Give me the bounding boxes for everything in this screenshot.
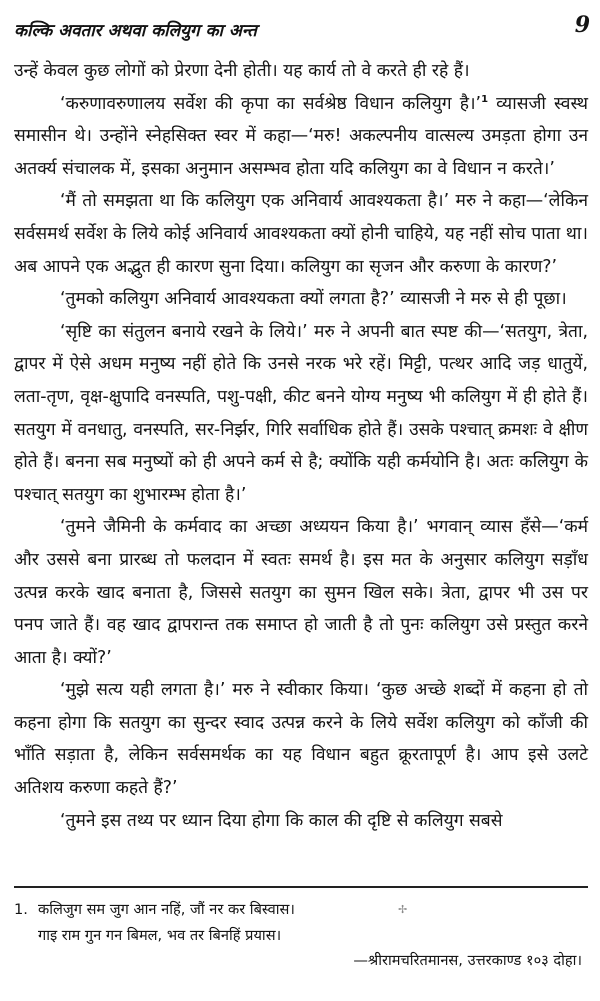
footnote-source: —श्रीरामचरितमानस, उत्तरकाण्ड १०३ दोहा। [353,952,582,969]
paragraph: ‘सृष्टि का संतुलन बनाये रखने के लिये।’ मरु ने अपनी बात स्पष्ट की—‘सतयुग, त्रेता, द्वापर में ऐसे अधम मनुष्य नहीं होते कि उनसे नरक भरे रहें। मिट्टी, पत्थर आदि जड़ धातुयें, लता-तृण, वृक्ष-क्षुपादि वनस्पति, पशु-पक्षी, कीट बनने योग्य मनुष्य भी कलियुग में ही होते हैं। सतयुग में वनधातु, वनस्पति, सर-निर्झर, गिरि सर्वाधिक होते हैं। उसके पश्चात् क्रमशः वे क्षीण होते हैं। बनना सब मनुष्यों को ही अपने कर्म से है; क्योंकि यही कर्मयोनि है। अतः कलियुग के पश्चात् सतयुग का शुभारम्भ होता है।’ [14,321,588,505]
footnote-verse-line [14,897,588,923]
body-text [14,55,588,837]
paragraph-text: व्यासजी स्वस्थ समासीन थे। उन्होंने स्नेहसिक्त स्वर में कहा—‘मरु! अकल्पनीय वात्सल्य उमड़ता होगा उन अतर्क्य संचालक में, इसका अनुमान असम्भव होता यदि कलियुग का वे विधान न करते।’ [14,93,588,179]
paragraph: ‘तुमने इस तथ्य पर ध्यान दिया होगा कि काल की दृष्टि से कलियुग सबसे [60,810,503,831]
paragraph-text: ‘करुणावरुणालय सर्वेश की कृपा का सर्वश्रेष्ठ विधान कलियुग है।’ [60,93,482,114]
page-number: 9 [574,12,590,38]
running-title: कल्कि अवतार अथवा कलियुग का अन्त [14,21,257,41]
footnote-verse-line: गाइ राम गुन गन बिमल, भव तर बिनहिं प्रयास। [38,926,282,944]
footnote-verse-text: कलिजुग सम जुग आन नहिं, जौं नर कर बिस्वास। [38,901,295,918]
paragraph: ‘मुझे सत्य यही लगता है।’ मरु ने स्वीकार किया। ‘कुछ अच्छे शब्दों में कहना हो तो कहना होगा कि सतयुग का सुन्दर स्वाद उत्पन्न करने के लिये सर्वेश कलियुग को काँजी की भाँति सड़ाता है, लेकिन सर्वसमर्थक का यह विधान बहुत क्रूरतापूर्ण है। आप इसे उलटे अतिशय करुणा कहते हैं?’ [14,680,588,799]
paragraph-continuation: उन्हें केवल कुछ लोगों को प्रेरणा देनी होती। यह कार्य तो वे करते ही रहे हैं। [14,61,470,81]
footnote [14,897,588,974]
paragraph [14,88,588,186]
footnote-divider [14,886,588,888]
paragraph: ‘तुमने जैमिनी के कर्मवाद का अच्छा अध्ययन किया है।’ भगवान् व्यास हँसे—‘कर्म और उससे बना प्रारब्ध तो फलदान में स्वतः समर्थ है। इस मत के अनुसार कलियुग सड़ाँध उत्पन्न करके खाद बनाता है, जिससे सतयुग का सुमन खिल सके। त्रेता, द्वापर भी उस पर पनप जाते हैं। वह खाद द्वापरान्त तक समाप्त हो जाती है तो पुनः कलियुग उसे प्रस्तुत करने आता है। क्यों?’ [14,517,588,668]
paragraph: ‘तुमको कलियुग अनिवार्य आवश्यकता क्यों लगता है?’ व्यासजी ने मरु से ही पूछा। [60,289,567,310]
footnote-reference[interactable]: 1 [481,93,489,105]
paragraph: ‘मैं तो समझता था कि कलियुग एक अनिवार्य आवश्यकता है।’ मरु ने कहा—‘लेकिन सर्वसमर्थ सर्वेश के लिये कोई अनिवार्य आवश्यकता क्यों होनी चाहिये, यह नहीं सोच पाता था। अब आपने एक अद्भुत ही कारण सुना दिया। कलियुग का सृजन और करुणा के कारण?’ [14,191,588,277]
running-header [14,12,590,46]
print-speck-mark: ✢ [398,903,408,916]
footnote-number: 1. [14,901,28,918]
